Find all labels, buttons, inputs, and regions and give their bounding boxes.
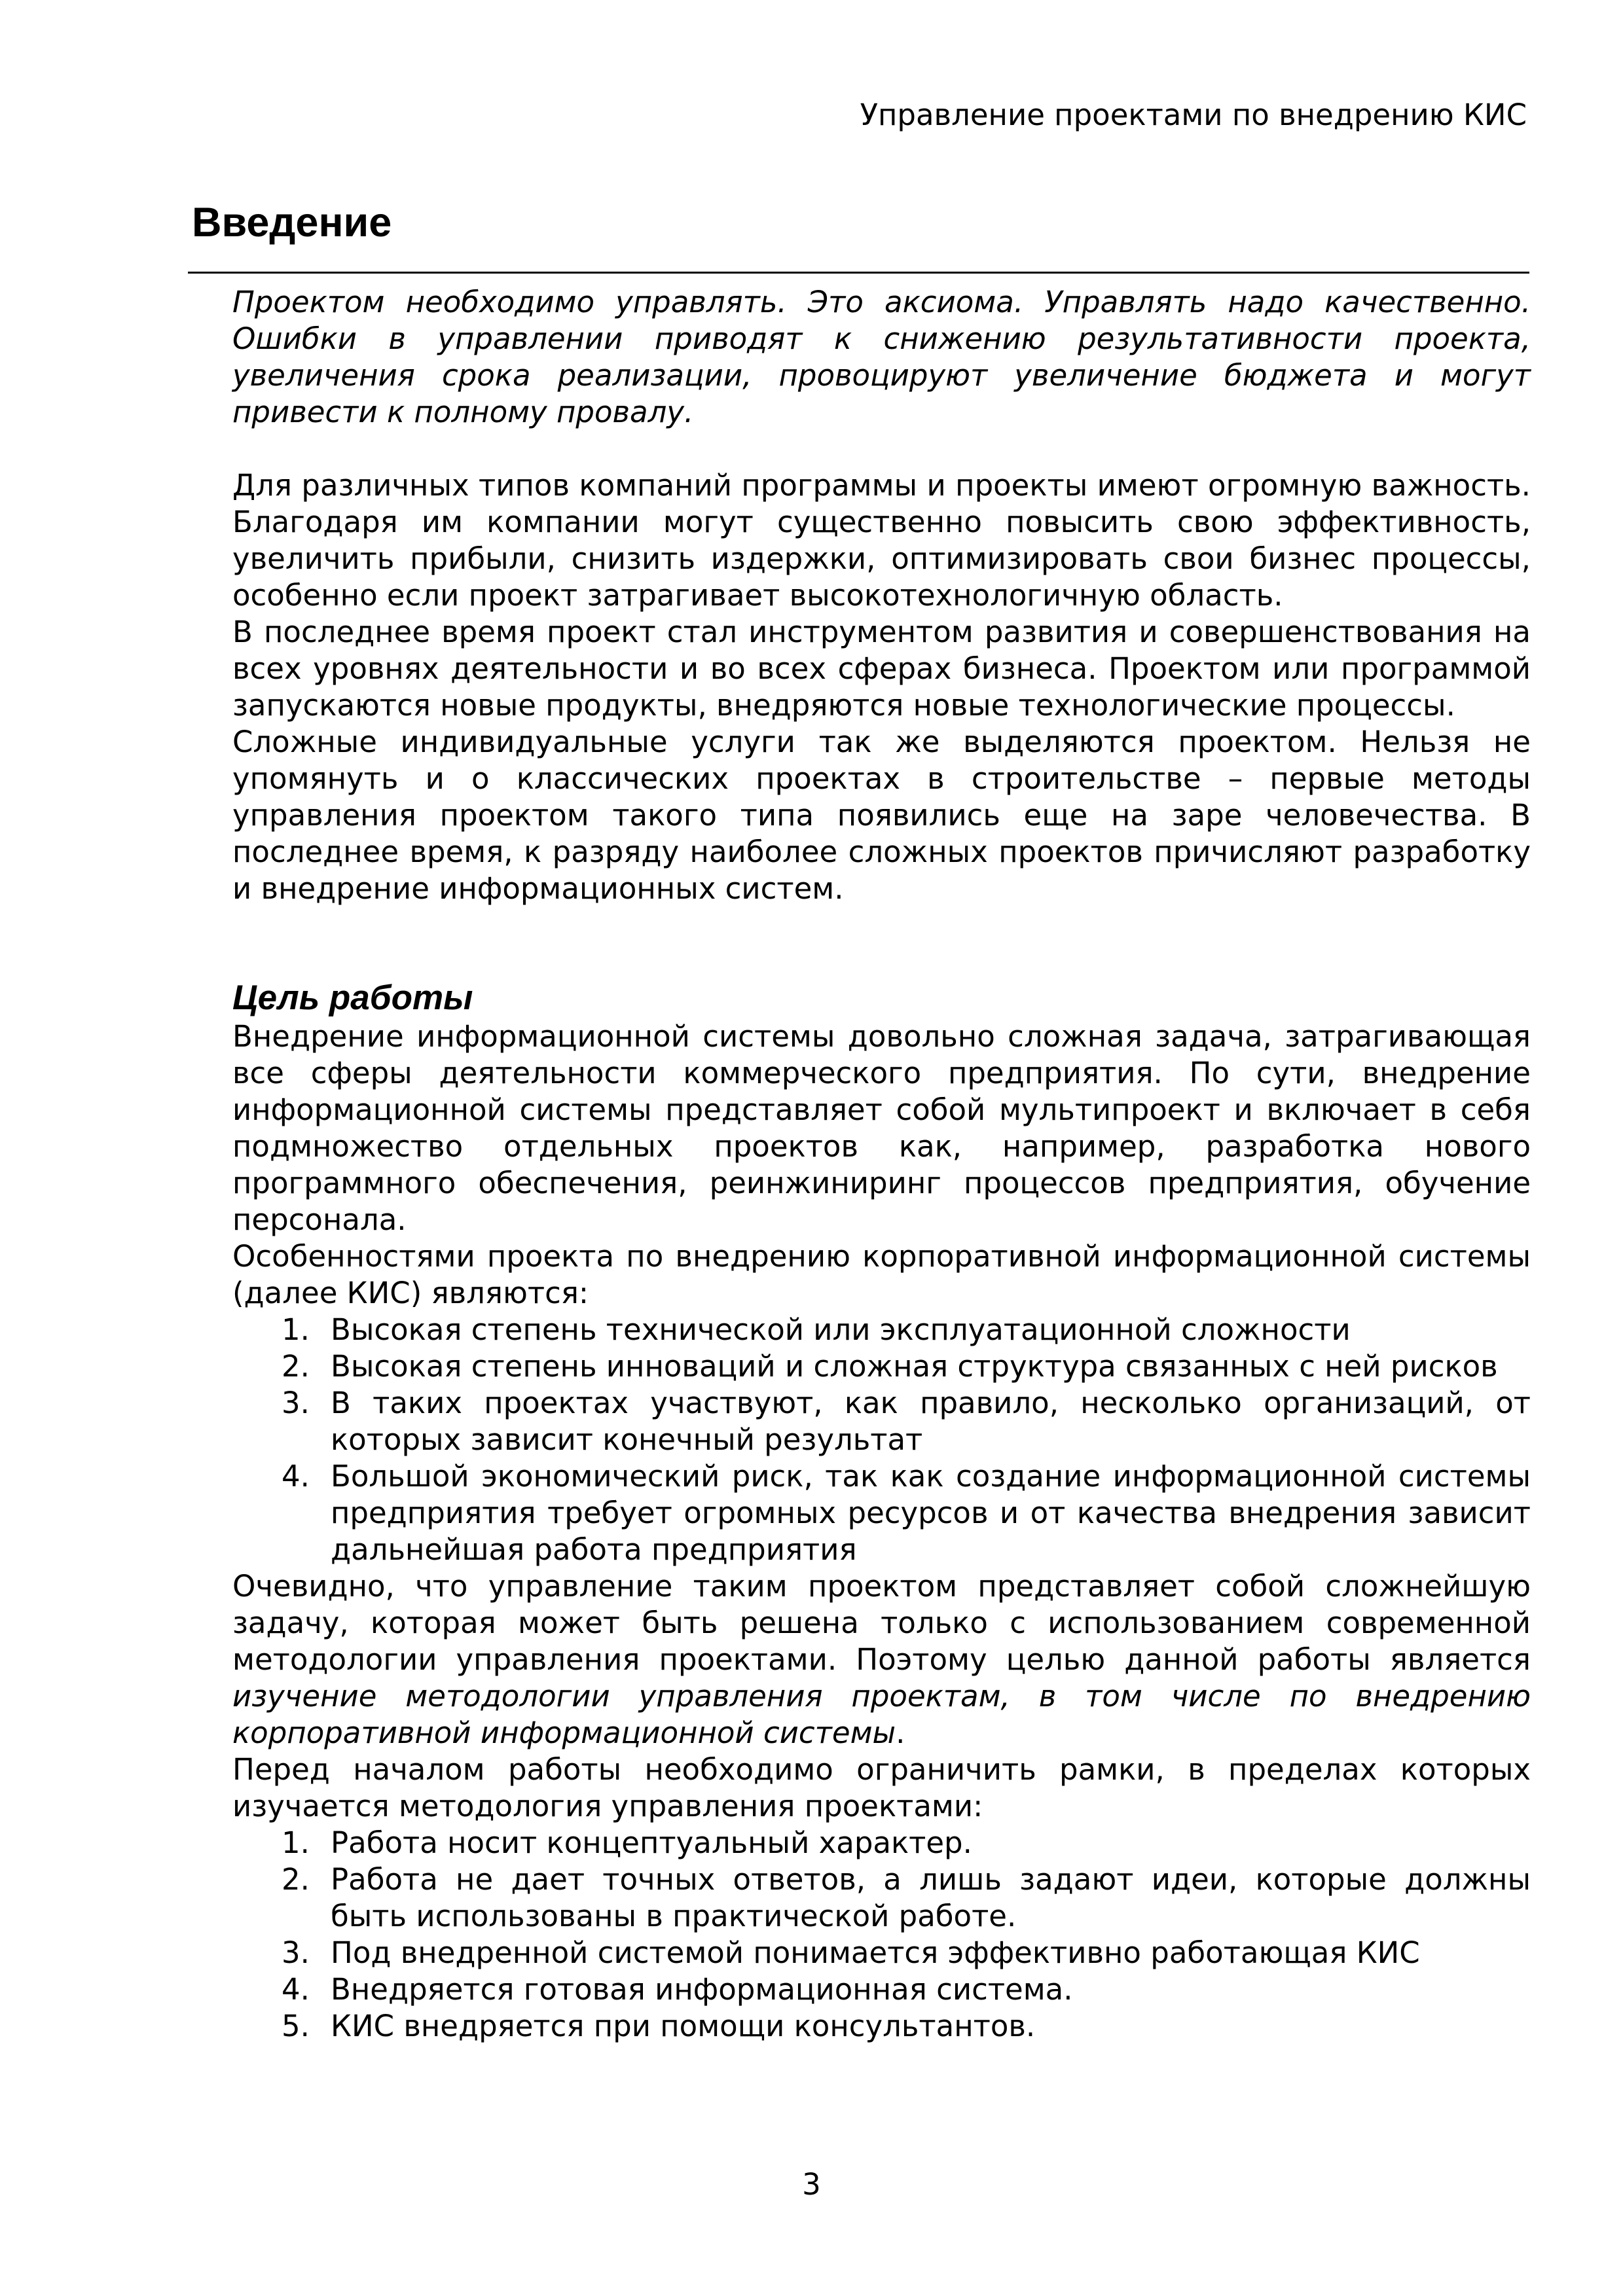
list-number: 1. [282,1825,310,1860]
list-item-text: Большой экономический риск, так как создание информационной системы предприятия требует огромных ресурсов и от качества внедрения зависит дальнейшая работа предприятия [331,1459,1531,1567]
list-item [232,1312,1531,1348]
intro-paragraph: Для различных типов компаний программы и проекты имеют огромную важность. Благодаря им компании могут существенно повысить свою эффективность, увеличить прибыли, снизить издержки, оптимизировать свои бизнес процессы, особенно если проект затрагивает высокотехнологичную область. [232,468,1531,613]
goal-statement [232,1568,1531,1751]
list-number: 4. [282,1459,310,1494]
features-intro: Особенностями проекта по внедрению корпоративной информационной системы (далее КИС) являются: [232,1239,1531,1310]
list-item-text: Работа не дает точных ответов, а лишь задают идеи, которые должны быть использованы в практической работе. [331,1862,1531,1933]
running-header: Управление проектами по внедрению КИС [860,98,1527,132]
list-item-text: Под внедренной системой понимается эффективно работающая КИС [331,1935,1420,1970]
list-item [232,2008,1531,2045]
goal-paragraph: Внедрение информационной системы довольно сложная задача, затрагивающая все сферы деятельности коммерческого предприятия. По сути, внедрение информационной системы представляет собой мультипроект и включает в себя подмножество отдельных проектов как, например, разработка нового программного обеспечения, реинжиниринг процессов предприятия, обучение персонала. [232,1019,1531,1237]
title-rule [188,272,1529,274]
list-item [232,1385,1531,1458]
list-item [232,1861,1531,1935]
page-number: 3 [802,2167,821,2202]
list-number: 2. [282,1862,310,1897]
list-number: 1. [282,1312,310,1347]
list-item [232,1348,1531,1385]
scope-list [232,1825,1531,2045]
list-number: 3. [282,1935,310,1970]
features-list [232,1312,1531,1568]
list-item-text: Внедряется готовая информационная система. [331,1972,1073,2007]
list-item-text: Работа носит концептуальный характер. [331,1825,972,1860]
intro-paragraph: В последнее время проект стал инструментом развития и совершенствования на всех уровнях деятельности и во всех сферах бизнеса. Проектом или программой запускаются новые продукты, внедряются новые технологические процессы. [232,615,1531,723]
section-spacer [232,907,1531,979]
document-body [232,284,1531,2045]
list-item [232,1458,1531,1568]
list-item [232,1935,1531,1971]
scope-intro: Перед началом работы необходимо ограничить рамки, в пределах которых изучается методология управления проектами: [232,1752,1531,1823]
list-number: 5. [282,2009,310,2043]
list-item-text: Высокая степень инноваций и сложная структура связанных с ней рисков [331,1349,1498,1384]
intro-paragraph: Сложные индивидуальные услуги так же выделяются проектом. Нельзя не упомянуть и о классических проектах в строительстве – первые методы управления проектом такого типа появились еще на заре человечества. В последнее время, к разряду наиболее сложных проектов причисляют разработку и внедрение информационных систем. [232,725,1531,906]
list-item [232,1971,1531,2008]
list-item-text: КИС внедряется при помощи консультантов. [331,2009,1036,2043]
list-item-text: Высокая степень технической или эксплуатационной сложности [331,1312,1351,1347]
epigraph: Проектом необходимо управлять. Это аксиома. Управлять надо качественно. Ошибки в управлении приводят к снижению результативности проекта, увеличения срока реализации, провоцируют увеличение бюджета и могут привести к полному провалу. [232,285,1531,429]
section-heading: Цель работы [232,978,473,1017]
list-item [232,1825,1531,1861]
list-number: 2. [282,1349,310,1384]
goal-statement-end: . [896,1715,905,1750]
goal-statement-emphasis: изучение методологии управления проектам, в том числе по внедрению корпоративной информационной системы [232,1679,1531,1750]
chapter-title: Введение [192,200,392,245]
list-number: 4. [282,1972,310,2007]
goal-statement-text: Очевидно, что управление таким проектом представляет собой сложнейшую задачу, которая может быть решена только с использованием современной методологии управления проектами. Поэтому целью данной работы является [232,1569,1531,1677]
list-item-text: В таких проектах участвуют, как правило, несколько организаций, от которых зависит конечный результат [331,1386,1531,1457]
paragraph-spacer [232,431,1531,467]
list-number: 3. [282,1386,310,1420]
